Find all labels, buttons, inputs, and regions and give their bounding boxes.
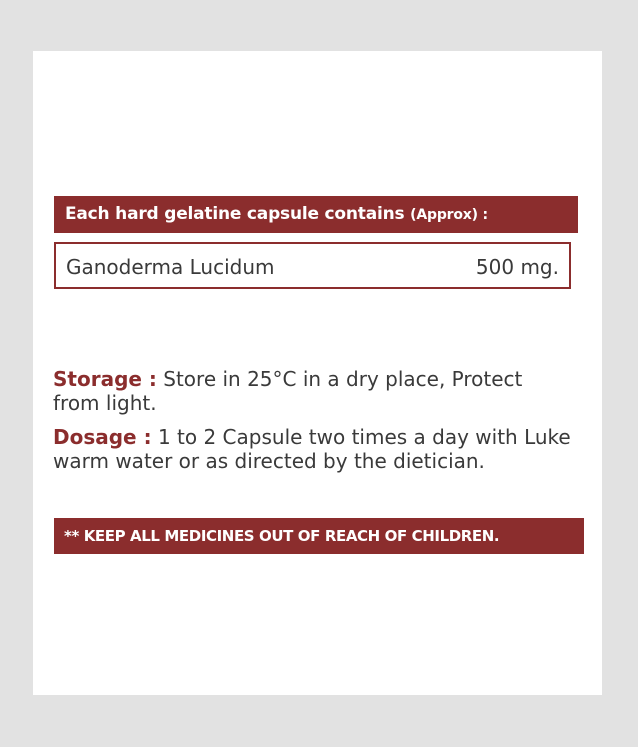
ingredient-amount: 500 mg. <box>475 255 559 279</box>
composition-header <box>54 196 578 233</box>
dosage-instructions <box>53 425 573 473</box>
storage-label: Storage : <box>53 367 157 391</box>
approx-note: (Approx) : <box>410 207 488 223</box>
dosage-text: 1 to 2 Capsule two times a day with Luke warm water or as directed by the dietician. <box>53 425 571 473</box>
label-card <box>33 51 602 695</box>
dosage-label: Dosage : <box>53 425 152 449</box>
warning-banner <box>54 518 584 554</box>
storage-text: Store in 25°C in a dry place, Protect from light. <box>53 367 523 415</box>
warning-text: ** KEEP ALL MEDICINES OUT OF REACH OF CHILDREN. <box>64 527 500 545</box>
ingredient-name: Ganoderma Lucidum <box>66 255 275 279</box>
composition-header-text: Each hard gelatine capsule contains <box>65 204 405 224</box>
storage-instructions <box>53 367 573 415</box>
ingredient-row <box>54 242 571 289</box>
